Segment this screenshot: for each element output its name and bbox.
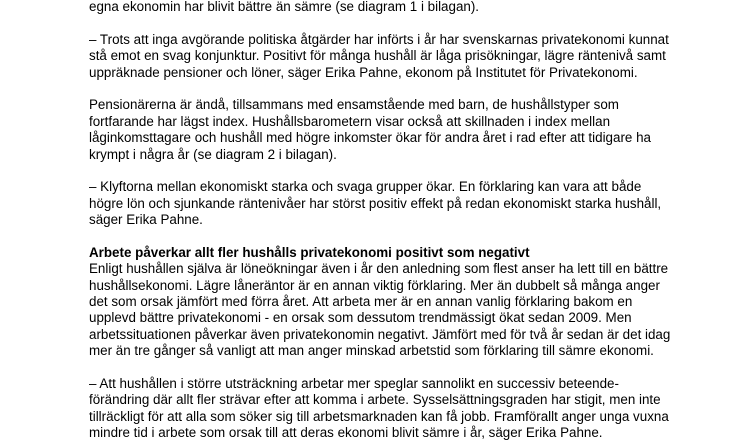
text-line: stå emot en svag konjunktur. Positivt för många hushåll är låga prisökningar, lägre räntenivå samt [89, 48, 666, 64]
paragraph-gap [89, 163, 699, 179]
text-line: låginkomsttagare och hushåll med högre inkomster ökar för andra året i rad efter att tidigare ha [89, 130, 651, 146]
text-line: tillräckligt för att alla som söker sig till arbetsmarknaden kan få jobb. Framförallt anger unga vuxna [89, 408, 669, 424]
section-work-impact [89, 245, 699, 360]
paragraph-quote-pahne [89, 32, 699, 81]
paragraph-gap [89, 360, 699, 376]
text-line: högre lön och sjunkande räntenivåer har störst positiv effekt på redan ekonomiskt starka hushåll, [89, 195, 662, 211]
text-line: arbetssituationen påverkar även privatekonomin negativt. Jämfört med för två år sedan är det idag [89, 326, 671, 342]
paragraph-pensioners [89, 97, 699, 163]
text-line: egna ekonomin har blivit bättre än sämre (se diagram 1 i bilagan). [89, 0, 480, 14]
section-heading: Arbete påverkar allt fler hushålls privatekonomi positivt som negativt [89, 244, 530, 260]
text-line: säger Erika Pahne. [89, 212, 203, 228]
text-line: krympt i några år (se diagram 2 i bilagan). [89, 146, 337, 162]
paragraph-gap [89, 15, 699, 31]
text-line: Pensionärerna är ändå, tillsammans med ensamstående med barn, de hushållstyper som [89, 97, 619, 113]
text-line: Enligt hushållen själva är löneökningar även i år den anledning som flest anser ha lett till en bättre [89, 261, 669, 277]
text-line: – Trots att inga avgörande politiska åtgärder har införts i år har svenskarnas privatekonomi kunnat [89, 31, 669, 47]
paragraph-gap [89, 81, 699, 97]
text-line: mer än tre gånger så vanligt att man anger minskad arbetstid som förklaring till sämre ekonomi. [89, 343, 654, 359]
text-line: förändring där allt fler strävar efter att komma i arbete. Sysselsättningsgraden har stigit, men inte [89, 392, 661, 408]
text-line: det som orsak jämfört med förra året. Att arbeta mer är en annan vanlig förklaring bakom en [89, 294, 633, 310]
paragraph-quote-employment [89, 376, 699, 442]
paragraph-gap [89, 228, 699, 244]
text-line: hushållsekonomi. Lägre låneräntor är en annan viktig förklaring. Mer än dubbelt så många anger [89, 277, 660, 293]
text-line: – Klyftorna mellan ekonomiskt starka och svaga grupper ökar. En förklaring kan vara att både [89, 179, 642, 195]
text-line: upplevd bättre privatekonomi - en orsak som dessutom trendmässigt ökat sedan 2009. Men [89, 310, 632, 326]
text-line: fortfarande har lägst index. Hushållsbarometern visar också att skillnaden i index mellan [89, 113, 611, 129]
document-body [89, 0, 699, 442]
text-line: – Att hushållen i större utsträckning arbetar mer speglar sannolikt en successiv beteende- [89, 375, 619, 391]
text-line: mindre tid i arbete som orsak till att deras ekonomi blivit sämre i år, säger Erika Pahne. [89, 425, 603, 441]
paragraph-quote-gaps [89, 179, 699, 228]
text-line: uppräknade pensioner och löner, säger Erika Pahne, ekonom på Institutet för Privatekonomi. [89, 64, 638, 80]
paragraph-intro-tail [89, 0, 699, 15]
